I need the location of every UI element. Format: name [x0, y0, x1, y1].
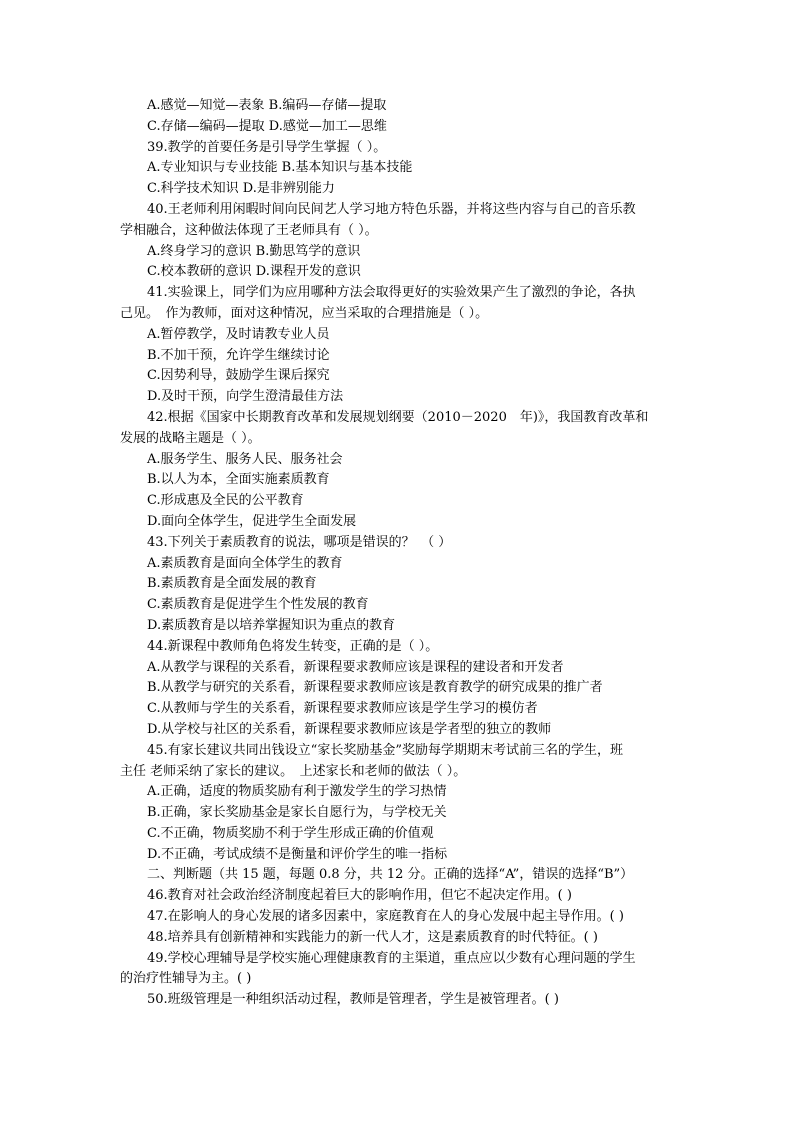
q49-statement-line2: 的治疗性辅导为主。( ): [120, 971, 252, 987]
q45-option-a: A.正确，适度的物质奖励有利于激发学生的学习热情: [147, 784, 447, 800]
q42-stem-line1: 42.根据《国家中长期教育改革和发展规划纲要（2010－2020 年)》，我国教育改革和: [147, 409, 649, 425]
q38-option-ab: A.感觉—知觉—表象 B.编码—存储—提取: [147, 98, 387, 113]
q45-option-c: C.不正确，物质奖励不利于学生形成正确的价值观: [147, 825, 434, 841]
q45-option-d: D.不正确，考试成绩不是衡量和评价学生的唯一指标: [147, 846, 448, 862]
q38-option-cd: C.存储—编码—提取 D.感觉—加工—思维: [147, 118, 387, 134]
q41-option-a: A.暂停教学，及时请教专业人员: [147, 326, 330, 342]
q42-option-a: A.服务学生、服务人民、服务社会: [147, 451, 343, 467]
q40-stem-line2: 学相融合，这种做法体现了王老师具有（ ）。: [120, 222, 378, 238]
q45-option-b: B.正确，家长奖励基金是家长自愿行为，与学校无关: [147, 805, 447, 821]
q43-option-c: C.素质教育是促进学生个性发展的教育: [147, 597, 369, 613]
q43-stem: 43.下列关于素质教育的说法，哪项是错误的？ （ ）: [147, 534, 452, 550]
q40-option-cd: C.校本教研的意识 D.课程开发的意识: [147, 264, 361, 280]
q42-option-d: D.面向全体学生，促进学生全面发展: [147, 513, 357, 529]
q39-stem: 39.教学的首要任务是引导学生掌握（ ）。: [147, 139, 387, 155]
q45-stem-line1: 45.有家长建议共同出钱设立“家长奖励基金”奖励每学期期末考试前三名的学生，班: [147, 742, 623, 758]
q44-option-a: A.从教学与课程的关系看，新课程要求教师应该是课程的建设者和开发者: [147, 659, 564, 675]
q39-option-ab: A.专业知识与专业技能 B.基本知识与基本技能: [147, 160, 413, 176]
q41-stem-line1: 41.实验课上，同学们为应用哪种方法会取得更好的实验效果产生了激烈的争论，各执: [147, 285, 636, 301]
q43-option-a: A.素质教育是面向全体学生的教育: [147, 555, 343, 571]
q44-option-b: B.从教学与研究的关系看，新课程要求教师应该是教育教学的研究成果的推广者: [147, 680, 603, 696]
q44-option-d: D.从学校与社区的关系看，新课程要求教师应该是学者型的独立的教师: [147, 721, 552, 737]
q43-option-b: B.素质教育是全面发展的教育: [147, 576, 317, 592]
q40-stem-line1: 40.王老师利用闲暇时间向民间艺人学习地方特色乐器，并将这些内容与自己的音乐教: [147, 201, 636, 217]
q47-statement: 47.在影响人的身心发展的诸多因素中，家庭教育在人的身心发展中起主导作用。( ): [147, 909, 624, 925]
q48-statement: 48.培养具有创新精神和实践能力的新一代人才，这是素质教育的时代特征。( ): [147, 929, 598, 945]
q46-statement: 46.教育对社会政治经济制度起着巨大的影响作用，但它不起决定作用。( ): [147, 888, 572, 904]
section-heading-judgement: 二、判断题（共 15 题，每题 0.8 分，共 12 分。正确的选择“A”，错误的选择“B”）: [147, 867, 634, 883]
q41-option-b: B.不加干预，允许学生继续讨论: [147, 347, 330, 363]
q41-option-c: C.因势利导，鼓励学生课后探究: [147, 368, 330, 384]
q42-option-c: C.形成惠及全民的公平教育: [147, 493, 304, 509]
q44-stem: 44.新课程中教师角色将发生转变，正确的是（ ）。: [147, 638, 439, 654]
q41-option-d: D.及时干预，向学生澄清最佳方法: [147, 389, 344, 405]
q42-option-b: B.以人为本，全面实施素质教育: [147, 472, 330, 488]
q40-option-ab: A.终身学习的意识 B.勤思笃学的意识: [147, 243, 361, 259]
q49-statement-line1: 49.学校心理辅导是学校实施心理健康教育的主渠道，重点应以少数有心理问题的学生: [147, 950, 636, 966]
q41-stem-line2: 己见。 作为教师，面对这种情况，应当采取的合理措施是（ ）。: [120, 305, 489, 321]
q42-stem-line2: 发展的战略主题是（ ）。: [120, 430, 261, 446]
q43-option-d: D.素质教育是以培养掌握知识为重点的教育: [147, 617, 396, 633]
q44-option-c: C.从教师与学生的关系看，新课程要求教师应该是学生学习的模仿者: [147, 701, 538, 717]
q39-option-cd: C.科学技术知识 D.是非辨别能力: [147, 181, 335, 197]
q45-stem-line2: 主任 老师采纳了家长的建议。 上述家长和老师的做法（ ）。: [120, 763, 467, 779]
q50-statement: 50.班级管理是一种组织活动过程，教师是管理者，学生是被管理者。( ): [147, 992, 559, 1008]
document-page: [120, 96, 676, 1011]
